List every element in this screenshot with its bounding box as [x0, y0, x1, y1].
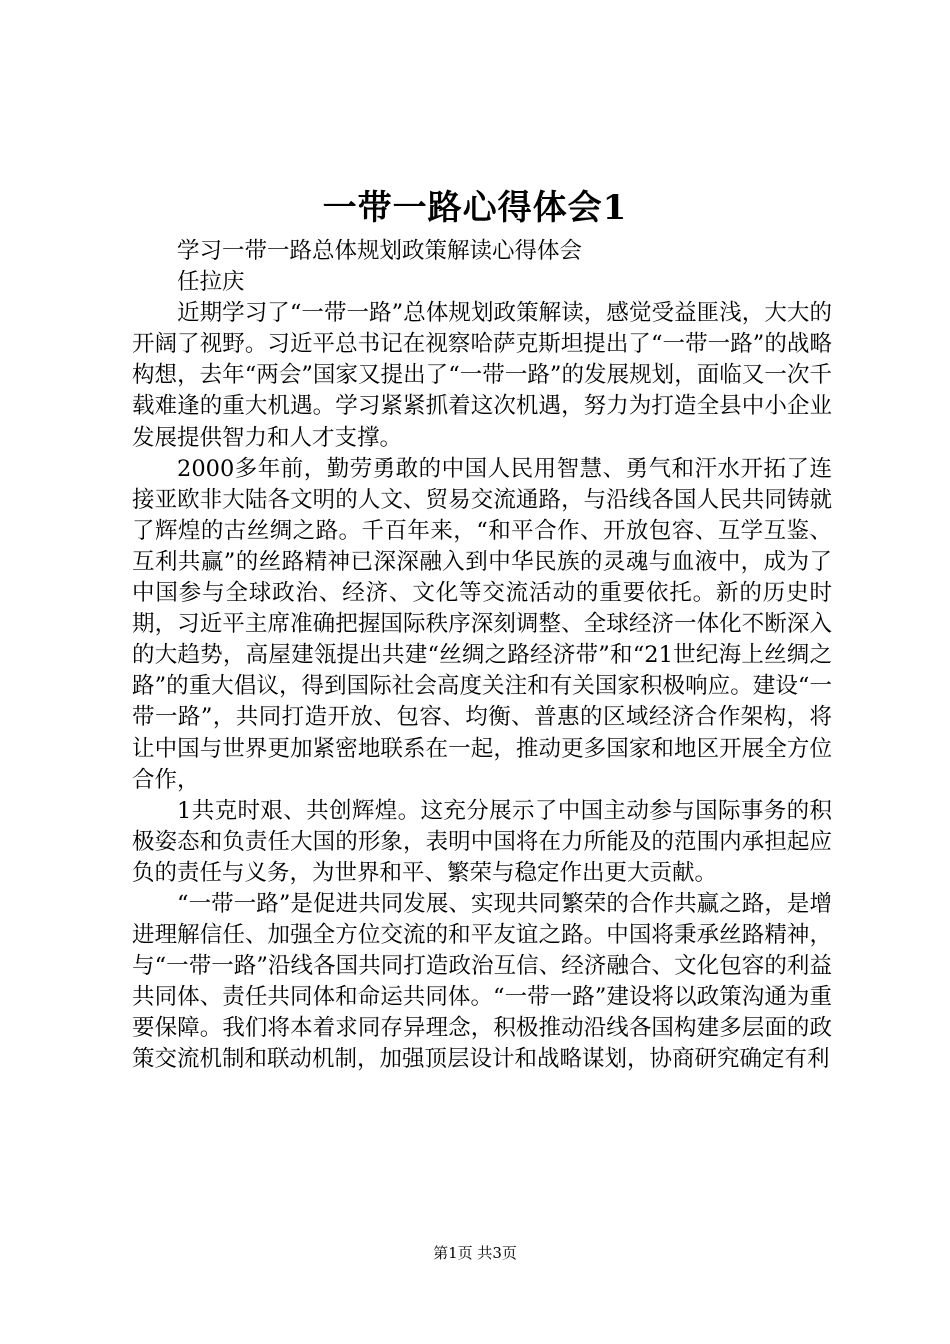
body-paragraph: 2000多年前，勤劳勇敢的中国人民用智慧、勇气和汗水开拓了连接亚欧非大陆各文明的人文、贸易交流通路，与沿线各国人民共同铸就了辉煌的古丝绸之路。千百年来，“和平合作、开放包容、互学互鉴、互利共赢”的丝路精神已深深融入到中华民族的灵魂与血液中，成为了中国参与全球政治、经济、文化等交流活动的重要依托。新的历史时期，习近平主席准确把握国际秩序深刻调整、全球经济一体化不断深入的大趋势，高屋建瓴提出共建“丝绸之路经济带”和“21世纪海上丝绸之路”的重大倡议，得到国际社会高度关注和有关国家积极响应。建设“一带一路”，共同打造开放、包容、均衡、普惠的区域经济合作架构，将让中国与世界更加紧密地联系在一起，推动更多国家和地区开展全方位合作， [132, 455, 832, 793]
document-title: 一带一路心得体会1 [322, 188, 628, 228]
subtitle-line: 学习一带一路总体规划政策解读心得体会 [177, 238, 583, 264]
body-paragraph: “一带一路”是促进共同发展、实现共同繁荣的合作共赢之路，是增进理解信任、加强全方位交流的和平友谊之路。中国将秉承丝路精神，与“一带一路”沿线各国共同打造政治互信、经济融合、文化包容的利益共同体、责任共同体和命运共同体。“一带一路”建设将以政策沟通为重要保障。我们将本着求同存异理念，积极推动沿线各国构建多层面的政策交流机制和联动机制，加强顶层设计和战略谋划，协商研究确定有利 [132, 890, 832, 1073]
body-paragraph: 1共克时艰、共创辉煌。这充分展示了中国主动参与国际事务的积极姿态和负责任大国的形象，表明中国将在力所能及的范围内承担起应负的责任与义务，为世界和平、繁荣与稳定作出更大贡献。 [132, 797, 832, 886]
document-body [132, 236, 832, 1076]
author-line: 任拉庆 [177, 269, 245, 296]
body-paragraph: 近期学习了“一带一路”总体规划政策解读，感觉受益匪浅，大大的开阔了视野。习近平总书记在视察哈萨克斯坦提出了“一带一路”的战略构想，去年“两会”国家又提出了“一带一路”的发展规划，面临又一次千载难逢的重大机遇。学习紧紧抓着这次机遇，努力为打造全县中小企业发展提供智力和人才支撑。 [132, 300, 832, 451]
page-footer: 第1页 共3页 [433, 1244, 517, 1262]
